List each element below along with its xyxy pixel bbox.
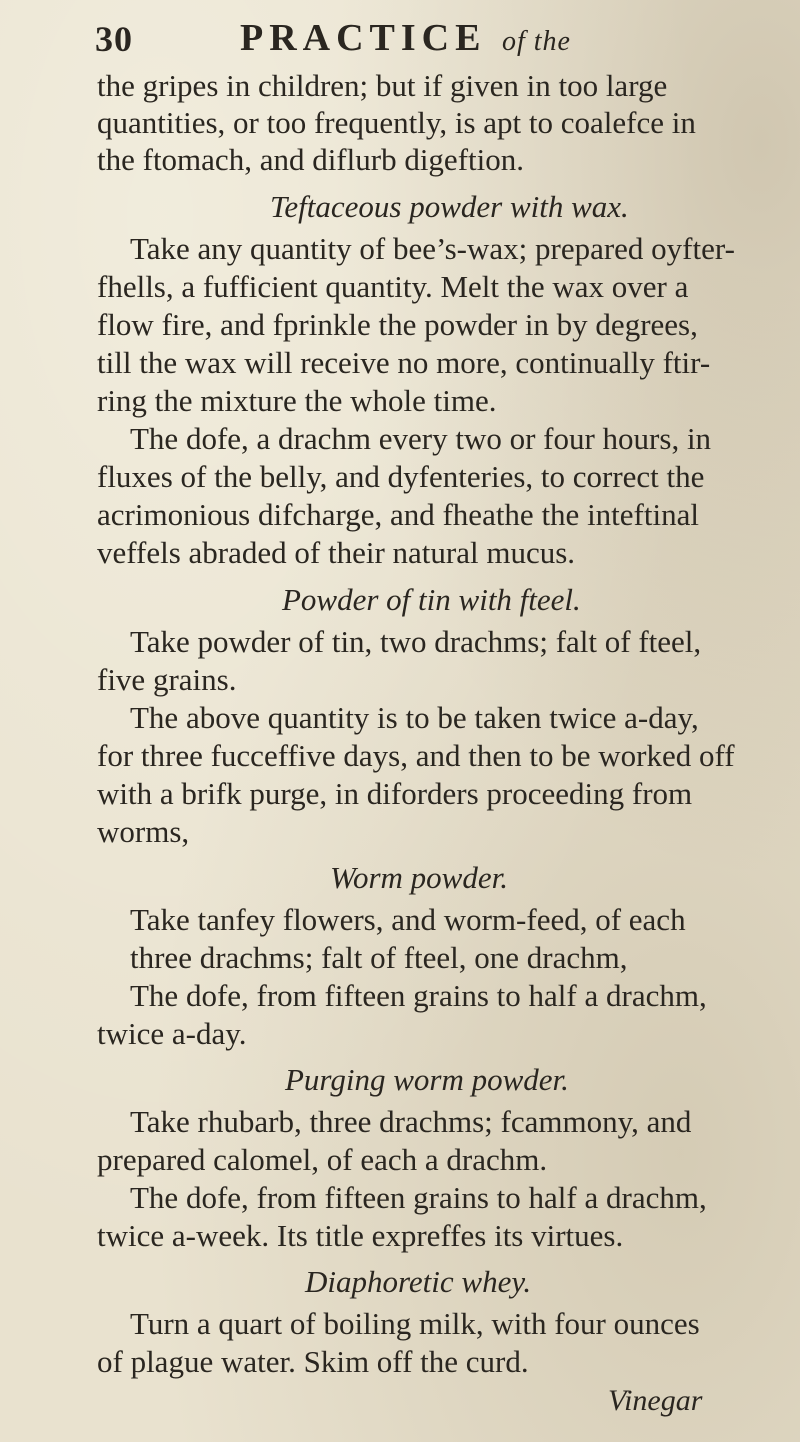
running-title-main: PRACTICE: [240, 17, 487, 59]
text-line: Take any quantity of bee’s-wax; prepared oyfter-: [130, 231, 735, 266]
text-line: five grains.: [97, 662, 237, 697]
text-line: ring the mixture the whole time.: [97, 383, 497, 418]
text-line: twice a-week. Its title expreffes its virtues.: [97, 1218, 624, 1253]
text-line: Take rhubarb, three drachms; fcammony, and: [130, 1104, 692, 1139]
text-line: veffels abraded of their natural mucus.: [97, 535, 576, 570]
text-line: acrimonious difcharge, and fheathe the inteftinal: [97, 497, 699, 532]
running-title-of: of the: [501, 26, 571, 57]
page-number: 30: [95, 19, 133, 59]
text-line: prepared calomel, of each a drachm.: [97, 1142, 548, 1177]
text-line: twice a-day.: [97, 1016, 247, 1051]
running-title: [240, 16, 571, 60]
text-line: for three fucceffive days, and then to be worked off: [97, 738, 735, 773]
text-line: the ftomach, and diflurb digeftion.: [97, 142, 524, 177]
section-heading-powder-of-tin: Powder of tin with fteel.: [282, 582, 581, 617]
catchword: Vinegar: [608, 1384, 703, 1417]
text-line: till the wax will receive no more, continually ftir-: [97, 345, 711, 380]
text-line: flow fire, and fprinkle the powder in by degrees,: [97, 307, 698, 342]
text-line: of plague water. Skim off the curd.: [97, 1344, 529, 1379]
text-line: The dofe, a drachm every two or four hours, in: [130, 421, 712, 456]
text-line: fluxes of the belly, and dyfenteries, to correct the: [97, 459, 705, 494]
text-line: Turn a quart of boiling milk, with four ounces: [130, 1306, 700, 1341]
text-line: The above quantity is to be taken twice a-day,: [130, 700, 699, 735]
section-heading-testaceous-powder: Teftaceous powder with wax.: [270, 189, 629, 224]
text-line: with a brifk purge, in diforders proceeding from: [97, 776, 693, 811]
text-line: The dofe, from fifteen grains to half a drachm,: [130, 978, 707, 1013]
text-line: Take powder of tin, two drachms; falt of fteel,: [130, 624, 702, 659]
text-line: worms,: [97, 814, 190, 849]
text-line: the gripes in children; but if given in too large: [97, 68, 668, 103]
text-line: fhells, a fufficient quantity. Melt the wax over a: [97, 269, 689, 304]
text-line: The dofe, from fifteen grains to half a drachm,: [130, 1180, 707, 1215]
text-line: three drachms; falt of fteel, one drachm,: [130, 940, 628, 975]
section-heading-diaphoretic-whey: Diaphoretic whey.: [305, 1264, 532, 1299]
text-line: quantities, or too frequently, is apt to coalefce in: [97, 105, 696, 140]
page-header: [95, 12, 755, 60]
section-heading-worm-powder: Worm powder.: [330, 860, 508, 895]
text-line: Take tanfey flowers, and worm-feed, of each: [130, 902, 686, 937]
section-heading-purging-worm-powder: Purging worm powder.: [285, 1062, 569, 1097]
